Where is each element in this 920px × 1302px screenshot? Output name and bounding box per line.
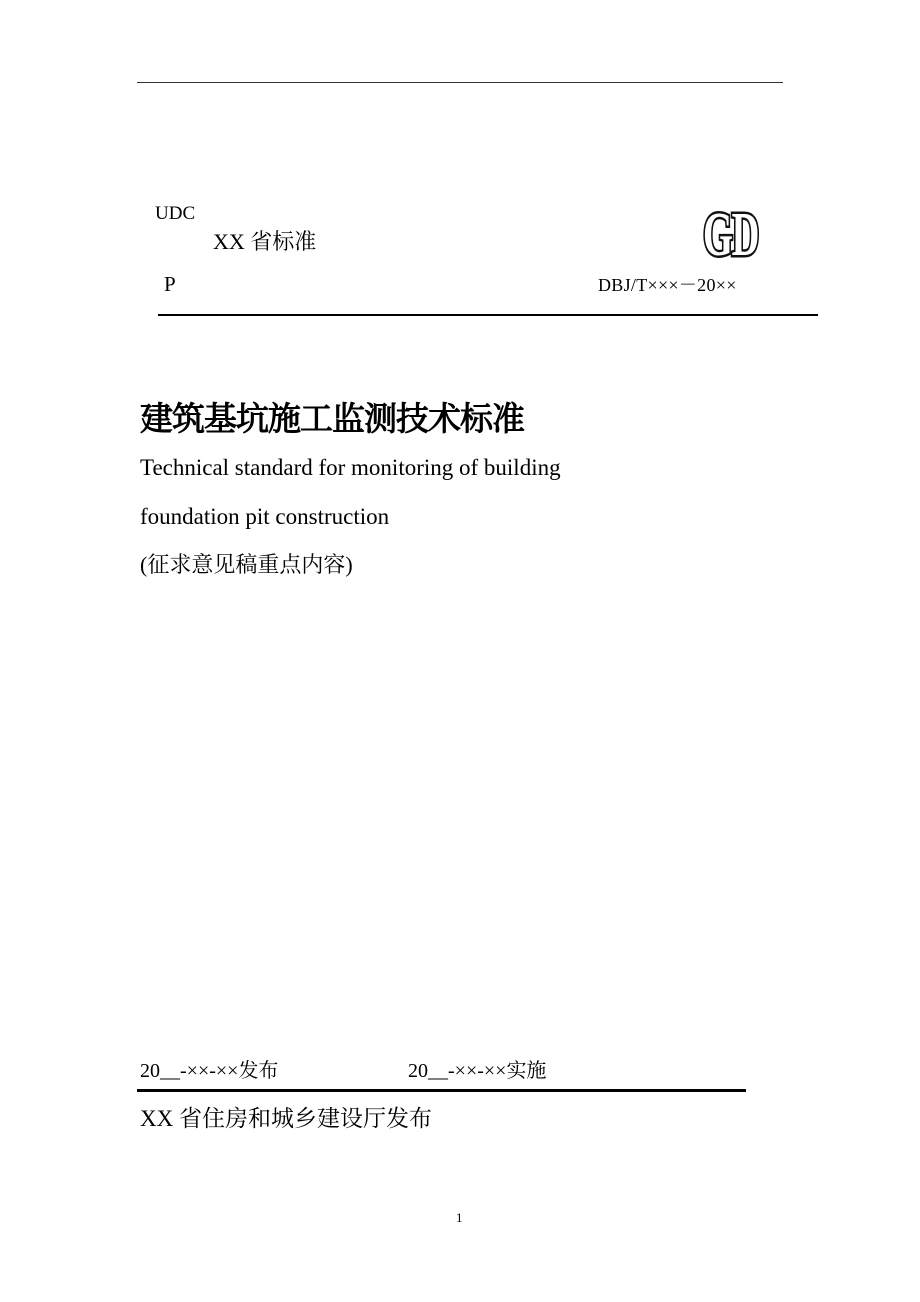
- gd-logo: [703, 201, 759, 269]
- header-rule: [137, 82, 783, 83]
- document-title-english-line2: foundation pit construction: [140, 504, 390, 529]
- draft-note: (征求意见稿重点内容): [140, 552, 353, 577]
- publish-date: 20__-××-××发布: [140, 1060, 279, 1082]
- page-number: 1: [456, 1210, 463, 1225]
- title-rule: [158, 314, 818, 316]
- gd-logo-text: GD: [703, 201, 759, 269]
- document-title-chinese: 建筑基坑施工监测技术标准: [140, 399, 524, 438]
- udc-label: UDC: [155, 203, 196, 224]
- p-code-label: P: [164, 272, 176, 296]
- implement-date: 20__-××-××实施: [408, 1060, 547, 1082]
- province-standard-label: XX 省标准: [213, 229, 317, 254]
- footer-rule: [137, 1089, 746, 1092]
- document-title-english-line1: Technical standard for monitoring of building: [140, 455, 561, 480]
- standard-number: DBJ/T×××－20××: [598, 275, 737, 295]
- issuer: XX 省住房和城乡建设厅发布: [140, 1106, 432, 1131]
